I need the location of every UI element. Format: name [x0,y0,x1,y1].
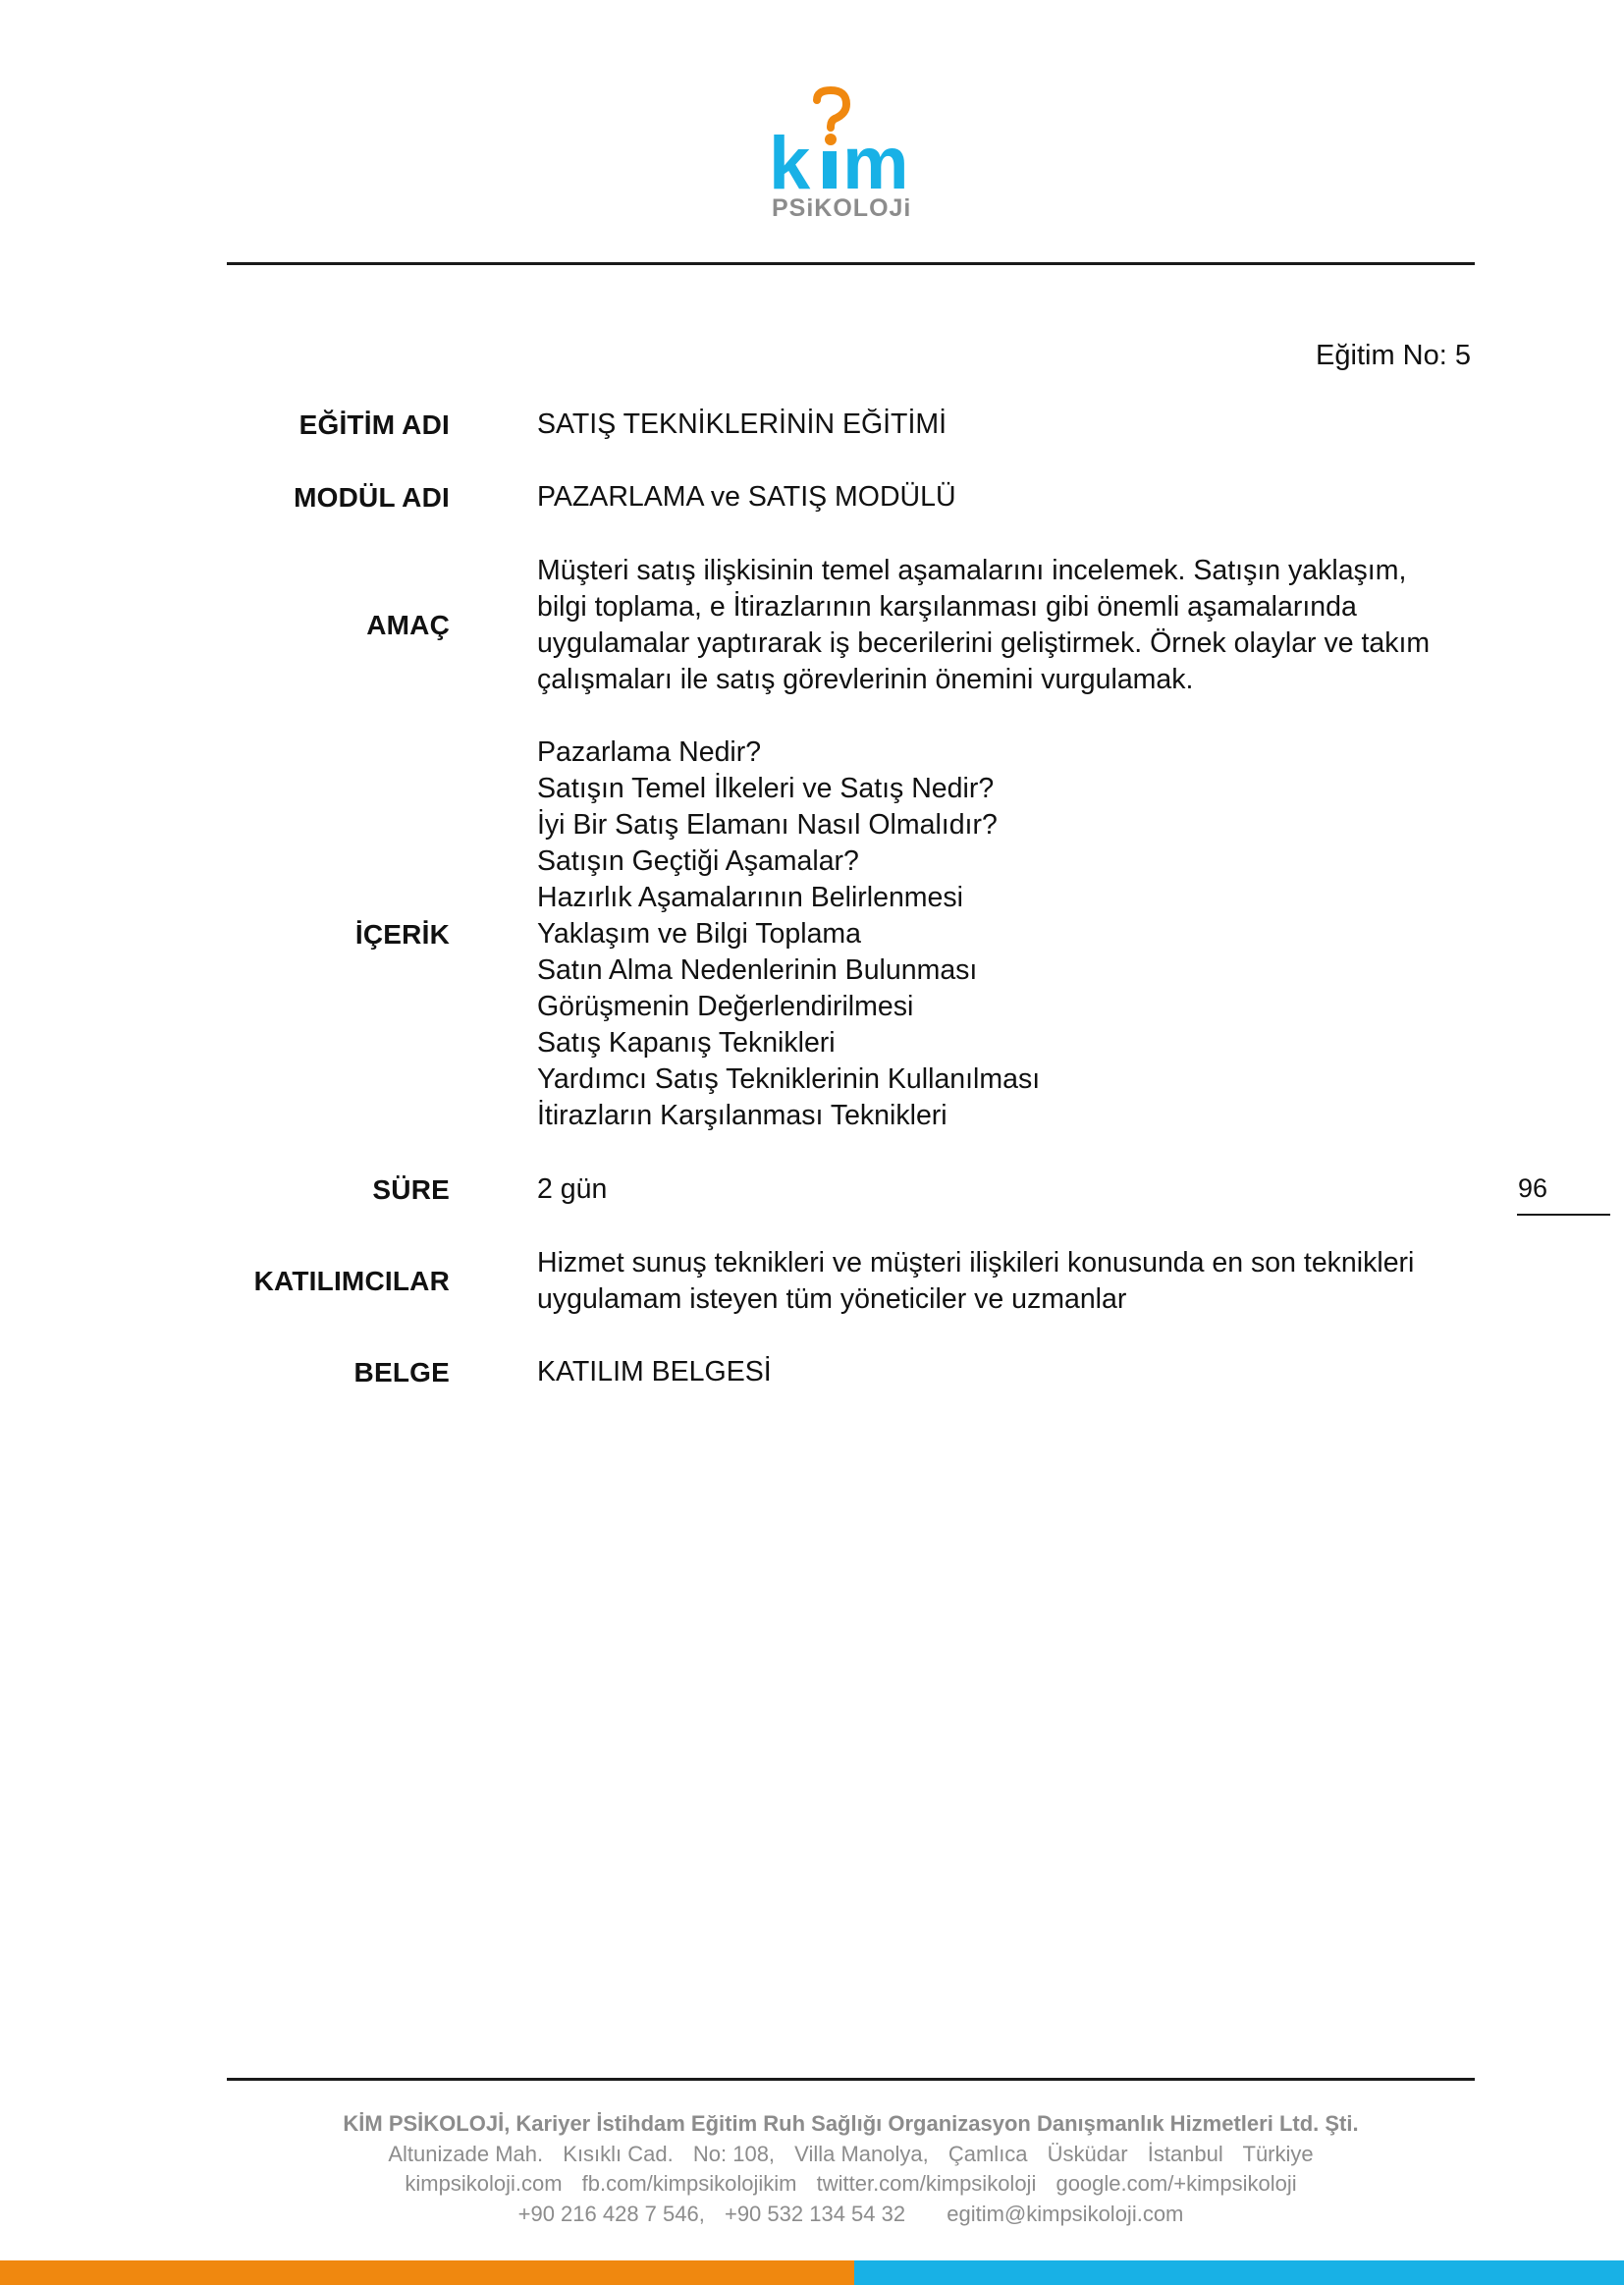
kim-psikoloji-logo [766,86,933,224]
amac-line: uygulamalar yaptırarak iş becerilerini geliştirmek. Örnek olaylar ve takım [537,627,1431,659]
icerik-item: Satışın Geçtiği Aşamalar? [537,845,859,877]
footer-company [227,2109,1475,2140]
icerik-item: Satış Kapanış Teknikleri [537,1027,836,1059]
row-amac [227,553,1475,698]
icerik-item: İtirazların Karşılanması Teknikleri [537,1100,947,1131]
amac-line: bilgi toplama, e İtirazlarının karşılanması gibi önemli aşamalarında [537,591,1357,623]
facebook-link[interactable]: fb.com/kimpsikolojikim [581,2171,797,2196]
footer-address [227,2140,1475,2170]
svg-text:PSiKOLOJi: PSiKOLOJi [772,194,912,222]
row-katilimcilar [227,1245,1475,1318]
phone-2: +90 532 134 54 32 [724,2201,906,2226]
label-katilimcilar: KATILIMCILAR [253,1266,450,1296]
row-belge [227,1354,1475,1390]
icerik-item: İyi Bir Satış Elamanı Nasıl Olmalıdır? [537,809,998,841]
page-number: 96 [1518,1173,1548,1203]
amac-line: Müşteri satış ilişkisinin temel aşamalarını incelemek. Satışın yaklaşım, [537,555,1407,586]
icerik-item: Satın Alma Nedenlerinin Bulunması [537,954,978,986]
katilimcilar-line: Hizmet sunuş teknikleri ve müşteri ilişkileri konusunda en son teknikleri [537,1247,1415,1279]
label-icerik: İÇERİK [354,918,450,950]
icerik-item: Satışın Temel İlkeleri ve Satış Nedir? [537,773,995,804]
svg-text:k: k [769,122,808,205]
footer-web [227,2169,1475,2200]
value-amac [537,553,1460,698]
footer-bar-blue [854,2260,1624,2285]
value-icerik [537,734,1460,1134]
address-part: Türkiye [1242,2141,1314,2166]
row-modul-adi [227,479,1475,516]
icerik-item: Yardımcı Satış Tekniklerinin Kullanılması [537,1063,1041,1095]
footer-divider [227,2078,1475,2081]
address-part: Üsküdar [1047,2141,1128,2166]
svg-text:m: m [842,122,907,205]
label-belge: BELGE [353,1356,450,1387]
label-modul-adi: MODÜL ADI [294,481,450,513]
row-sure [227,1171,1475,1208]
footer-company-rest: , Kariyer İstihdam Eğitim Ruh Sağlığı Organizasyon Danışmanlık Hizmetleri Ltd. Şti. [504,2111,1359,2136]
google-link[interactable]: google.com/+kimpsikoloji [1056,2171,1297,2196]
footer-bar-orange [0,2260,854,2285]
row-egitim-adi [227,407,1475,443]
icerik-item: Pazarlama Nedir? [537,736,762,768]
footer-company-name: KİM PSİKOLOJİ [343,2111,505,2136]
icerik-item: Görüşmenin Değerlendirilmesi [537,991,914,1022]
address-part: Kısıklı Cad. [563,2141,674,2166]
address-part: İstanbul [1147,2141,1223,2166]
value-katilimcilar [537,1245,1460,1318]
twitter-link[interactable]: twitter.com/kimpsikoloji [816,2171,1037,2196]
footer-contact [227,2200,1475,2230]
icerik-item: Yaklaşım ve Bilgi Toplama [537,918,862,950]
icerik-item: Hazırlık Aşamalarının Belirlenmesi [537,882,963,913]
education-number: Eğitim No: 5 [1316,340,1471,371]
address-part: Villa Manolya, [794,2141,929,2166]
row-icerik [227,734,1475,1134]
value-sure: 2 gün [537,1173,608,1205]
label-egitim-adi: EĞİTİM ADI [298,408,450,440]
address-part: No: 108, [692,2141,776,2166]
website-link[interactable]: kimpsikoloji.com [405,2171,563,2196]
value-modul-adi: PAZARLAMA ve SATIŞ MODÜLÜ [537,481,956,513]
question-dot-icon [825,134,837,145]
footer [227,2109,1475,2229]
value-belge: KATILIM BELGESİ [537,1356,772,1387]
katilimcilar-line: uygulamam isteyen tüm yöneticiler ve uzmanlar [537,1283,1127,1315]
header-divider [227,262,1475,265]
address-part: Altunizade Mah. [388,2141,544,2166]
address-part: Çamlıca [947,2141,1028,2166]
label-sure: SÜRE [372,1173,450,1205]
label-amac: AMAÇ [366,610,450,640]
phone-1: +90 216 428 7 546, [517,2201,705,2226]
value-egitim-adi: SATIŞ TEKNİKLERİNİN EĞİTİMİ [537,408,947,440]
email-link[interactable]: egitim@kimpsikoloji.com [947,2201,1184,2226]
amac-line: çalışmaları ile satış görevlerinin önemini vurgulamak. [537,664,1194,695]
page-number-underline [1517,1214,1610,1216]
